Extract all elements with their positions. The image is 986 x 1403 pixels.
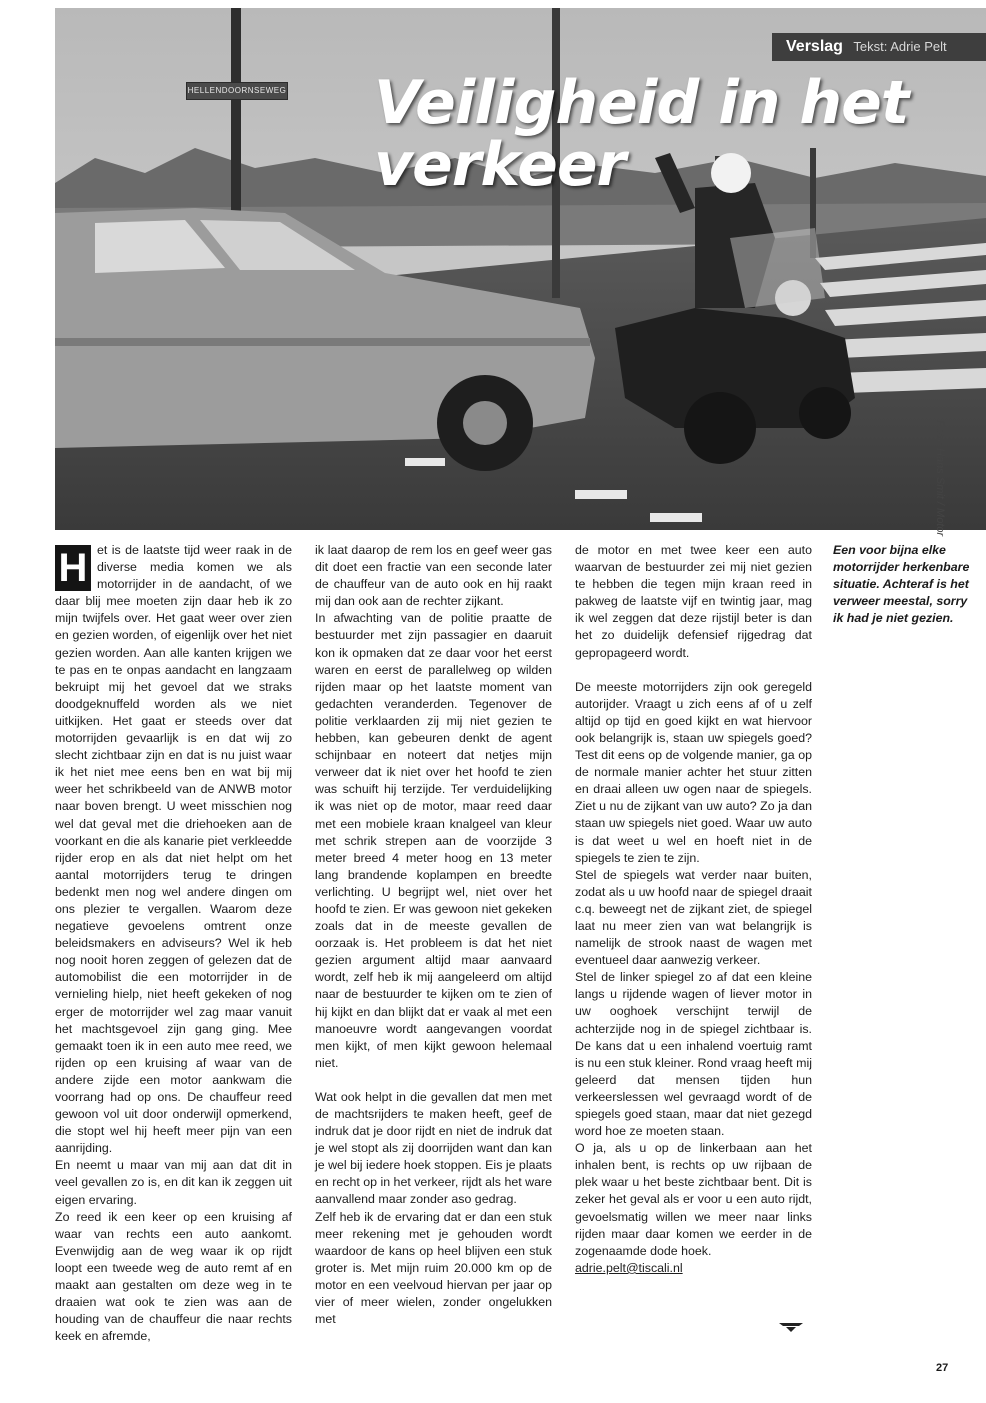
street-sign: HELLENDOORNSEWEG [186, 82, 288, 100]
section-header [772, 33, 986, 61]
article-column-3 [575, 542, 812, 1277]
article-column-2 [315, 542, 552, 1328]
byline: Tekst: Adrie Pelt [853, 39, 947, 54]
paragraph: In afwachting van de politie praatte de bestuurder met zijn passagier en daaruit kon ik opmaken dat ze daar voor het eerst waren en eerst de parallelweg op wilden rijden maar op het laatste moment van gedachten veranderden. Tegenover de politie verklaarden zij mij niet gezien te hebben, kan gebeuren denkt de agent schijnbaar en noteert dat netjes mijn verweer dat ik niet over het hoofd te zien was schuift hij terzijde. Ter verduidelijking ik was niet op de motor, maar reed daar met een mobiele kraan knalgeel van kleur met schrik strepen aan de voorzijde 3 meter breed 4 meter hoog en 13 meter lang brandende koplampen en breedte verlichting. U begrijpt wel, niet over het hoofd te zien. Er was gewoon niet gekeken zoals dat in de meeste gevallen de oorzaak is. Het probleem is dat het niet gezien argument altijd maar aanvaard wordt, zelf heb ik mij aangeleerd om altijd naar de bestuurder te kijken om te zien of hij kijkt en dan blijkt dat er vaak al met een manoeuvre wordt aangevangen voordat men kijkt, of men kijkt gewoon helemaal niet. [315, 611, 552, 1070]
paragraph: En neemt u maar van mij aan dat dit in veel gevallen zo is, en dit kan ik zeggen uit eigen ervaring. [55, 1158, 292, 1207]
paragraph: ik laat daarop de rem los en geef weer gas dit doet een fractie van een seconde later de chauffeur van de auto ook en hij raakt mij dan ook aan de rechter zijkant. [315, 543, 552, 609]
paragraph: Stel de spiegels wat verder naar buiten, zodat als u uw hoofd naar de spiegel draait c.q. beweegt net de zijkant ziet, de spiegel laat nu meer zien van wat belangrijk is namelijk de strook naast de wagen met eventueel daar aanwezig verkeer. [575, 867, 812, 968]
paragraph: Zelf heb ik de ervaring dat er dan een stuk meer rekening met je gehouden wordt waardoor de kans op heel blijven een stuk groter is. Met mijn ruim 20.000 km op de motor en een veelvoud hiervan per jaar op vier of meer wielen, zonder ongelukken met [315, 1209, 552, 1327]
paragraph: de motor en met twee keer een auto waarvan de bestuurder zei mij niet gezien te hebben die tegen mijn kraan reed in pakweg de laatste vijf en twintig jaar, mag ik wel zeggen dat deze rijstijl beter is dan het zo duidelijk defensief rijgedrag dat gepropageerd wordt. [575, 543, 812, 660]
paragraph: De meeste motorrijders zijn ook geregeld autorijder. Vraagt u zich eens af of u zelf altijd op tijd en goed kijkt en wat hiervoor ook belangrijk is, staan uw spiegels goed? Test dit eens op de volgende manier, ga op de normale manier achter het stuur zitten en draai alleen uw ogen naar de spiegels. Ziet u nu de zijkant van uw auto? Zo ja dan staan uw spiegels niet goed. Waar uw auto is dat weet u wel en hoeft niet in de spiegels te zien te zijn. [575, 679, 812, 865]
paragraph: Wat ook helpt in die gevallen dat men met de machtsrijders te maken heeft, geef de indruk dat je door rijdt en niet de indruk dat je wel stopt als zij doorrijden want dan kan je wel bij iedere hoek stoppen. Eis je plaats en recht op in het verkeer, rijdt als het ware aanvallend maar zonder aso gedrag. [315, 1089, 552, 1207]
section-label: Verslag [786, 38, 843, 55]
end-of-article-icon [778, 1319, 804, 1333]
paragraph: Stel de linker spiegel zo af dat een kleine langs u rijdende wagen of liever motor in uw ooghoek verschijnt terwijl de achterzijde nog in de spiegel zichtbaar is. De kans dat u een inhalend voertuig ramt is nu een stuk kleiner. Rond vraag heeft mij geleerd dat mensen tijden hun verkeerslessen wel gevraagd wordt of de spiegels goed staan, maar dat niet gezegd word hoe ze moeten staan. [575, 970, 812, 1139]
paragraph: O ja, als u op de linkerbaan aan het inhalen bent, is rechts op uw rijbaan de plek waar u het beste zichtbaar bent. Dit is zeker het geval als er voor u een auto rijdt, gevoelsmatig willen we meer naar links rijden maar daar komen we eerder in de zogenaamde dode hoek. [575, 1141, 812, 1258]
author-email-link[interactable]: adrie.pelt@tiscali.nl [575, 1260, 683, 1275]
photo-caption: Een voor bijna elke motorrijder herkenbare situatie. Achteraf is het verweer meestal, sorry ik had je niet gezien. [833, 543, 970, 626]
paragraph: et is de laatste tijd weer raak in de diverse media komen we als motorrijder in de aandacht, of we daar blij mee moeten zijn daar heb ik zo mijn twijfels over. Het gaat weer over zien en gezien worden, of eigenlijk over het niet gezien worden. Aan alle kanten krijgen we te pas en te onpas aandacht en langzaam bekruipt mij het gevoel dat we straks doodgeknuffeld worden als we niet uitkijken. Het gaat er steeds over dat motorrijden gevaarlijk is en dat wij zo slecht zichtbaar zijn en dat is nu juist waar ik het niet mee eens ben en wat bij mij weer het schrikbeeld van de ANWB motor naar boven brengt. U weet misschien nog wel dat geval met die driehoeken aan de voorkant en die als kanarie piet verkleedde rijder erop en als dat niet helpt om het aantal motorrijders terug te dringen bedenkt men nog wel andere dingen om ons plezier te vergallen. Waarom deze negatieve gevoelens omtrent onze beleidsmakers en adviseurs? Wel ik heb nog nooit horen zeggen of gelezen dat de automobilist die een motorrijder in de vernieling hielp, niet heeft gekeken of nog erger de motorrijder wel zag maar vanuit het machtsgevoel zijn gang ging. Mee gemaakt toen ik in een auto mee reed, we rijden op een kruising af waar van de andere zijde een motor aankwam die voorrang had op ons. De chauffeur reed gewoon vol uit door onderwijl opmerkend, die stopt wel hij heeft meer pijn van een aanrijding. [55, 543, 292, 1156]
paragraph: Zo reed ik een keer op een kruising af waar van rechts een auto aankomt. Evenwijdig aan de weg waar ik op rijdt loopt een tweede weg de auto remt af en maakt aan gestalten om deze weg in te draaien wat ook te zien was aan de houding van de chauffeur die naar rechts keek en afremde, [55, 1209, 292, 1344]
photo-credit: Foto: Hans Smit / Motor [934, 420, 946, 537]
drop-cap: H [55, 545, 91, 591]
page-number: 27 [936, 1362, 949, 1374]
article-title: Veiligheid in het verkeer [374, 68, 909, 200]
article-column-1 [55, 542, 292, 1345]
